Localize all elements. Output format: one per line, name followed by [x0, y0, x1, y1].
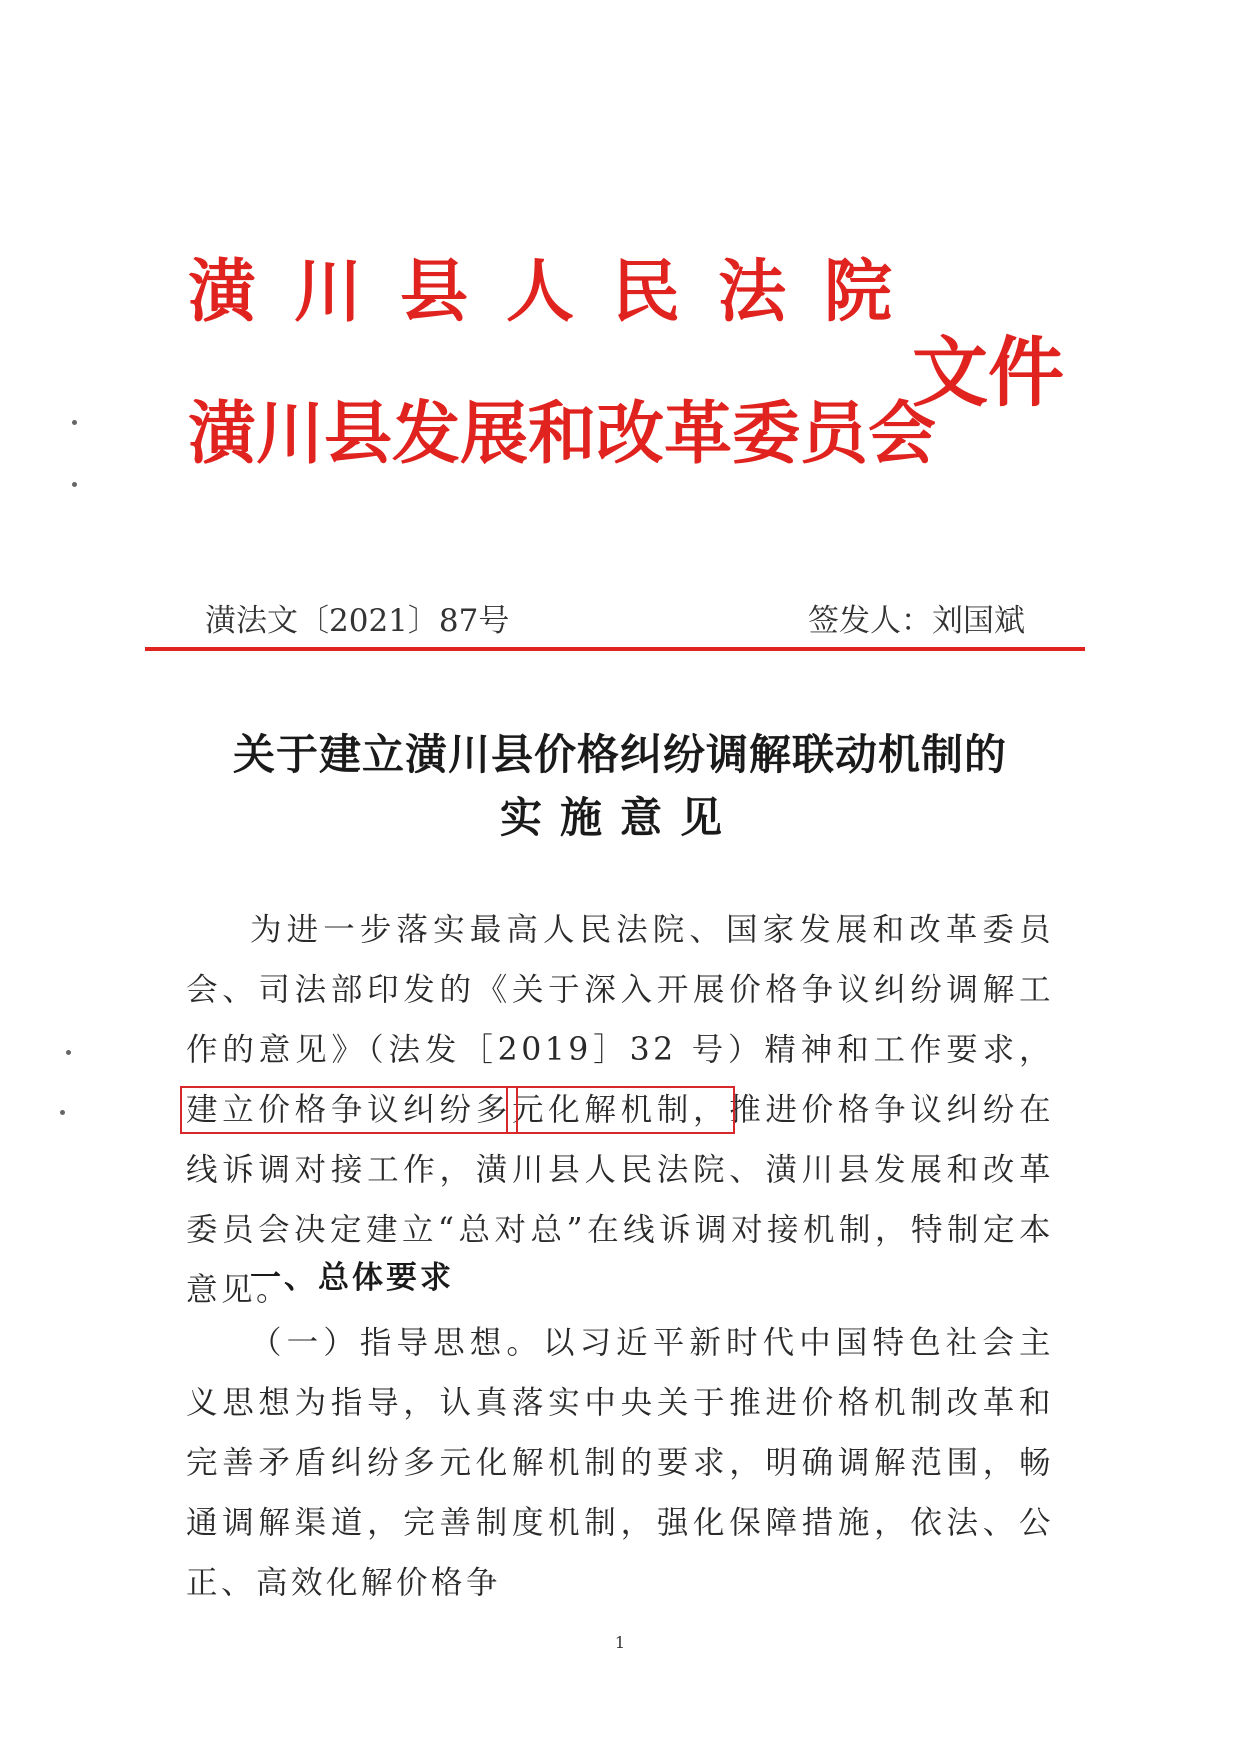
- guiding-principle-paragraph: （一）指导思想。以习近平新时代中国特色社会主义思想为指导，认真落实中央关于推进价格机制改革和完善矛盾纠纷多元化解机制的要求，明确调解范围，畅通调解渠道，完善制度机制，强化保障措施，依法、公正、高效化解价格争: [186, 1325, 1054, 1601]
- document-suffix: 文件: [912, 328, 1064, 417]
- document-title-line2: 实施意见: [499, 793, 740, 842]
- issuer-development-commission: 潢川县发展和改革委员会: [188, 395, 937, 474]
- page-number: 1: [614, 1633, 626, 1652]
- document-title-line1: 关于建立潢川县价格纠纷调解联动机制的: [232, 730, 1007, 779]
- issuer-court: 潢川县人民法院: [188, 253, 931, 332]
- intro-text-after: 推进价格争议纠纷在线诉调对接工作，潢川县人民法院、潢川县发展和改革委员会决定建立“总对总”在线诉调对接机制，特制定本意见。: [186, 1092, 1054, 1308]
- section-heading: 一、总体要求: [250, 1260, 454, 1296]
- scan-dot: [72, 420, 77, 425]
- scan-dot: [66, 1050, 71, 1055]
- signer: 签发人：刘国斌: [808, 603, 1025, 639]
- document-number: 潢法文〔2021〕87号: [205, 603, 510, 639]
- red-divider: [145, 647, 1085, 651]
- intro-text-before: 为进一步落实最高人民法院、国家发展和改革委员会、司法部印发的《关于深入开展价格争议纠纷调解工作的意见》（法发［2019］32 号）精神和工作要求，: [186, 912, 1054, 1068]
- highlighted-phrase-part2: 元化解机制，: [511, 1092, 730, 1128]
- highlighted-phrase-part1: 建立价格争议纠纷多: [186, 1092, 512, 1128]
- scan-dot: [72, 482, 77, 487]
- scan-dot: [60, 1110, 65, 1115]
